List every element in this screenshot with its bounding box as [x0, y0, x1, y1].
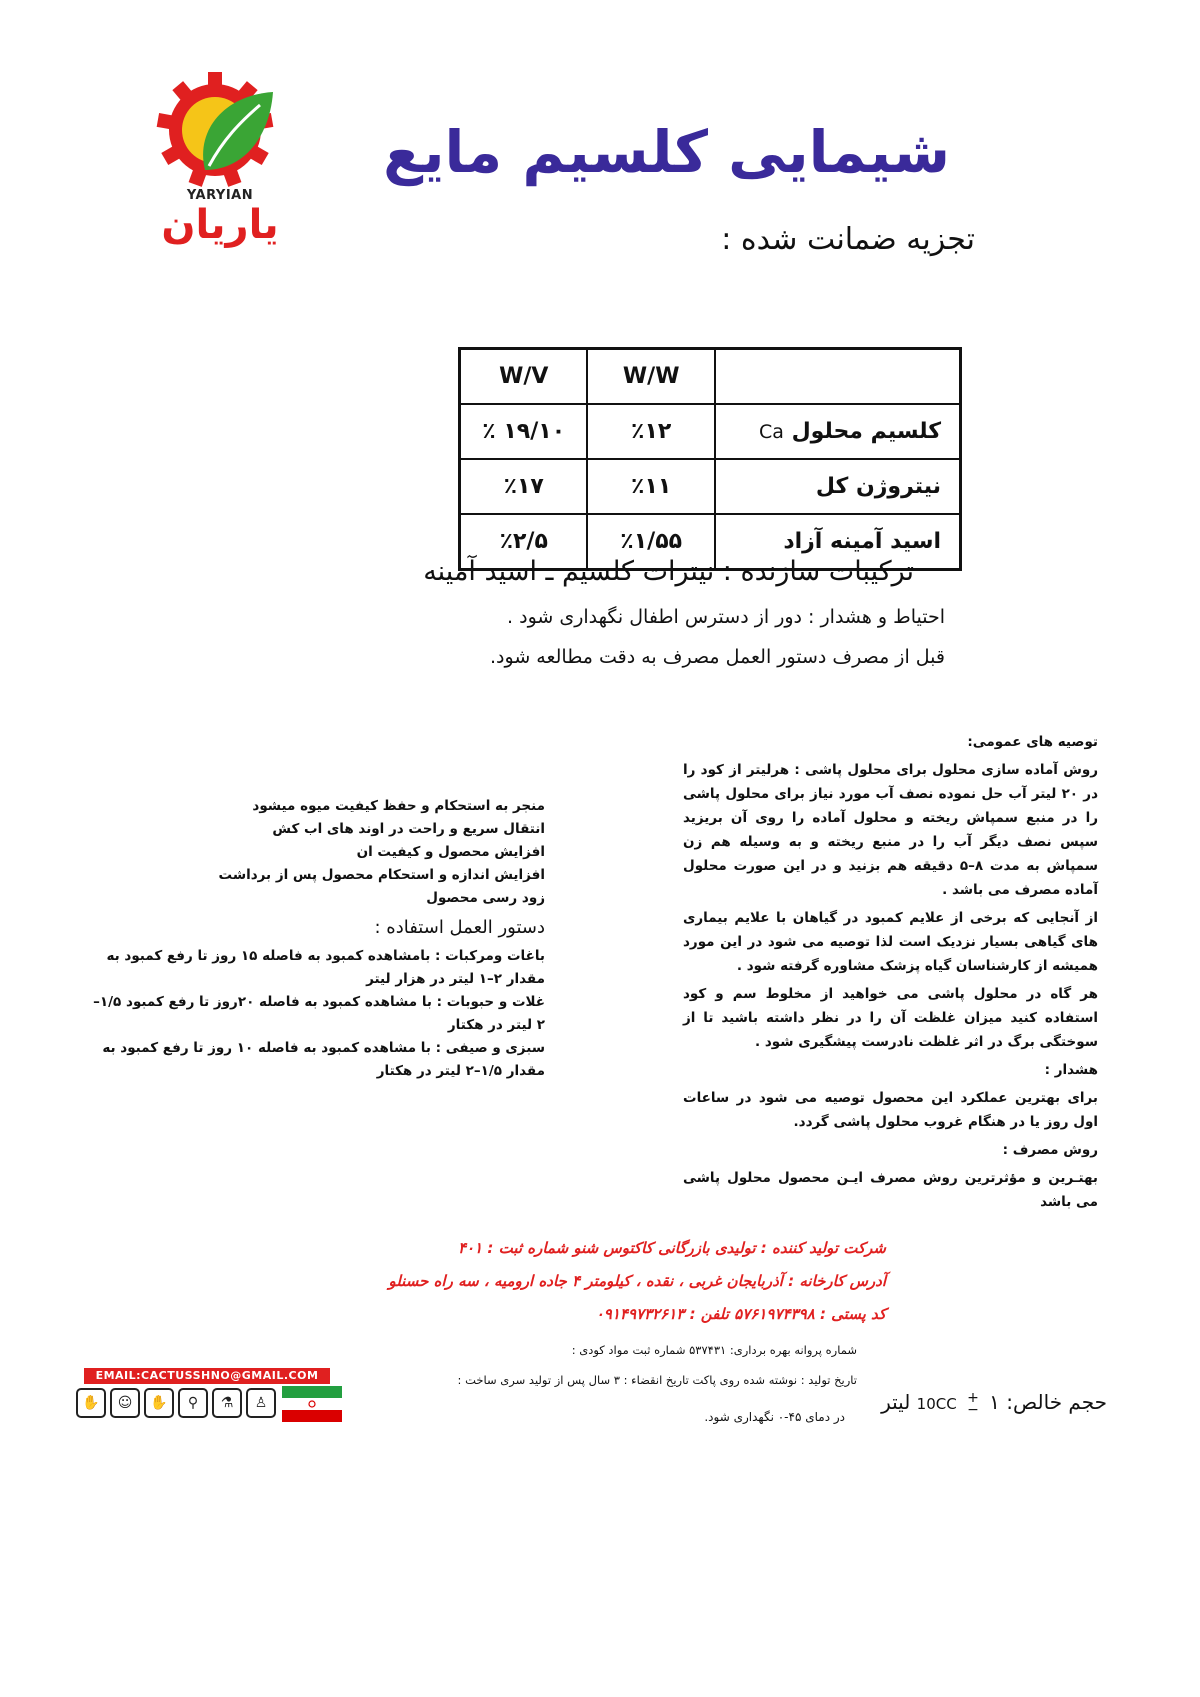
- benefit-item: زود رسی محصول: [426, 890, 545, 906]
- info-line: شماره پروانه بهره برداری: ۵۳۷۴۳۱ شماره ثبت مواد کودی :: [571, 1343, 857, 1357]
- net-volume: [881, 1390, 1107, 1416]
- bottle-icon: ⚗: [212, 1388, 242, 1418]
- header-wv: W/V: [460, 349, 588, 405]
- gloves-icon: ✋: [76, 1388, 106, 1418]
- company-line: آدرس کارخانه : آذربایجان غربی ، نقده ، کیلومتر ۴ جاده ارومیه ، سه راه حسنلو: [388, 1272, 886, 1290]
- company-line: کد پستی : ۵۷۶۱۹۷۴۳۹۸ تلفن : ۰۹۱۴۹۷۳۲۶۱۳: [595, 1305, 886, 1323]
- logo-latin-text: YARYIAN: [186, 188, 254, 203]
- person-icon: ♙: [246, 1388, 276, 1418]
- benefit-item: افزایش اندازه و استحکام محصول پس از برداشت: [218, 867, 545, 883]
- table-row: [460, 459, 961, 514]
- mask-icon: ☺: [110, 1388, 140, 1418]
- storage-text: در دمای ۴۵-۰ نگهداری شود.: [704, 1410, 845, 1424]
- gear-sun-leaf-icon: [150, 72, 300, 192]
- hand-wash-icon: ✋: [144, 1388, 174, 1418]
- ingredient-symbol: Ca: [759, 421, 784, 443]
- volume-label: حجم خالص:: [1006, 1390, 1107, 1414]
- recommendation-heading: توصیه های عمومی:: [967, 734, 1098, 750]
- company-info: [286, 1232, 886, 1331]
- recommendation-heading: هشدار :: [1044, 1062, 1098, 1078]
- cell-ww: ٪۱۲: [587, 404, 714, 459]
- usage-item: سبزی و صیفی : با مشاهده کمبود به فاصله ۱۰ روز تا رفع کمبود به مقدار ۱/۵–۲ لیتر در هکتار: [102, 1040, 545, 1079]
- guaranteed-analysis-heading: تجزیه ضمانت شده :: [721, 222, 975, 257]
- ingredient-name: نیتروژن کل: [815, 474, 941, 499]
- recommendation-paragraph: روش آماده سازی محلول برای محلول پاشی : هرلیتر از کود را در ۲۰ لیتر آب حل نموده نصف آب مورد نیاز برای محلول پاشی را در منبع سمپاش ریخته و محلول آماده را روی آن بریزید سپس نصف دیگر آب را در منبع ریخته و به وسیله هم زن سمپاش به مدت ۸–۵ دقیقه هم بزنید و در این صورت محلول آماده مصرف می باشد .: [683, 762, 1098, 898]
- registration-info: [458, 1335, 857, 1395]
- benefit-item: منجر به استحکام و حفظ کیفیت میوه میشود: [252, 798, 545, 814]
- recommendation-paragraph: هر گاه در محلول پاشی می خواهید از مخلوط سم و کود استفاده کنید میزان غلظت آن را در نظر داشته باشید تا از سوختگی برگ در اثر غلظت نادرست پیشگیری شود .: [683, 986, 1098, 1050]
- sprayer-icon: ⚲: [178, 1388, 208, 1418]
- header-name: [715, 349, 961, 405]
- product-title: شیمایی کلسیم مایع: [383, 118, 950, 186]
- cell-name: [715, 404, 961, 459]
- company-logo: [150, 72, 300, 252]
- plus-minus-icon: + −: [967, 1389, 979, 1418]
- warning-text: قبل از مصرف دستور العمل مصرف به دقت مطالعه شود.: [490, 646, 945, 668]
- usage-item: غلات و حبوبات : با مشاهده کمبود به فاصله ۲۰روز تا رفع کمبود ۱/۵–۲ لیتر در هکتار: [93, 994, 545, 1033]
- table-header-row: [460, 349, 961, 405]
- benefits-usage-section: [85, 795, 545, 1083]
- ingredient-name: اسید آمینه آزاد: [783, 529, 941, 554]
- recommendation-paragraph: بهتـرین و مؤثرترین روش مصرف ایـن محصول محلول پاشی می باشد: [683, 1170, 1098, 1210]
- recommendation-paragraph: برای بهترین عملکرد این محصول توصیه می شود در ساعات اول روز یا در هنگام غروب محلول پاشی گردد.: [683, 1090, 1098, 1130]
- ingredient-name: کلسیم محلول: [791, 419, 941, 444]
- volume-amount: ۱ لیتر: [881, 1390, 1000, 1414]
- info-line: تاریخ تولید : نوشته شده روی پاکت تاریخ انقضاء : ۳ سال پس از تولید سری ساخت :: [457, 1373, 857, 1387]
- logo-persian-text: یاریان: [161, 202, 279, 248]
- volume-tolerance: 10CC: [916, 1395, 957, 1413]
- usage-heading: دستور العمل استفاده :: [374, 917, 545, 938]
- recommendation-heading: روش مصرف :: [1002, 1142, 1098, 1158]
- header-ww: W/W: [587, 349, 714, 405]
- benefit-item: افزایش محصول و کیفیت ان: [356, 844, 545, 860]
- analysis-table: [458, 347, 962, 571]
- usage-item: باغات ومرکبات : بامشاهده کمبود به فاصله ۱۵ روز تا رفع کمبود به مقدار ۲–۱ لیتر در هزار لیتر: [106, 948, 545, 987]
- components-text: ترکیبات سازنده : نیترات کلسیم ـ اسید آمینه: [423, 556, 914, 587]
- recommendations-section: [683, 730, 1098, 1218]
- cell-name: [715, 459, 961, 514]
- recommendation-paragraph: از آنجایی که برخی از علایم کمبود در گیاهان با علایم بیماری های گیاهی بسیار نزدیک است لذا توصیه می شود در این مورد همیشه از کارشناسان گیاه پزشک مشاوره گرفته شود .: [683, 910, 1098, 974]
- company-line: شرکت تولید کننده : تولیدی بازرگانی کاکتوس شنو شماره ثبت : ۴۰۱: [457, 1239, 886, 1257]
- cell-wv: ٪۲/۵: [460, 514, 588, 570]
- safety-icons: [76, 1388, 276, 1418]
- cell-wv: ٪۱۷: [460, 459, 588, 514]
- iran-flag-icon: [282, 1386, 342, 1422]
- email-address: EMAIL:CACTUSSHNO@GMAIL.COM: [84, 1368, 330, 1384]
- benefit-item: انتقال سریع و راحت در اوند های اب کش: [272, 821, 545, 837]
- table-row: [460, 404, 961, 459]
- cell-wv: ٪ ۱۹/۱۰: [460, 404, 588, 459]
- cell-ww: ٪۱۱: [587, 459, 714, 514]
- cell-ww: ٪۱/۵۵: [587, 514, 714, 570]
- warning-text: احتیاط و هشدار : دور از دسترس اطفال نگهداری شود .: [507, 606, 945, 628]
